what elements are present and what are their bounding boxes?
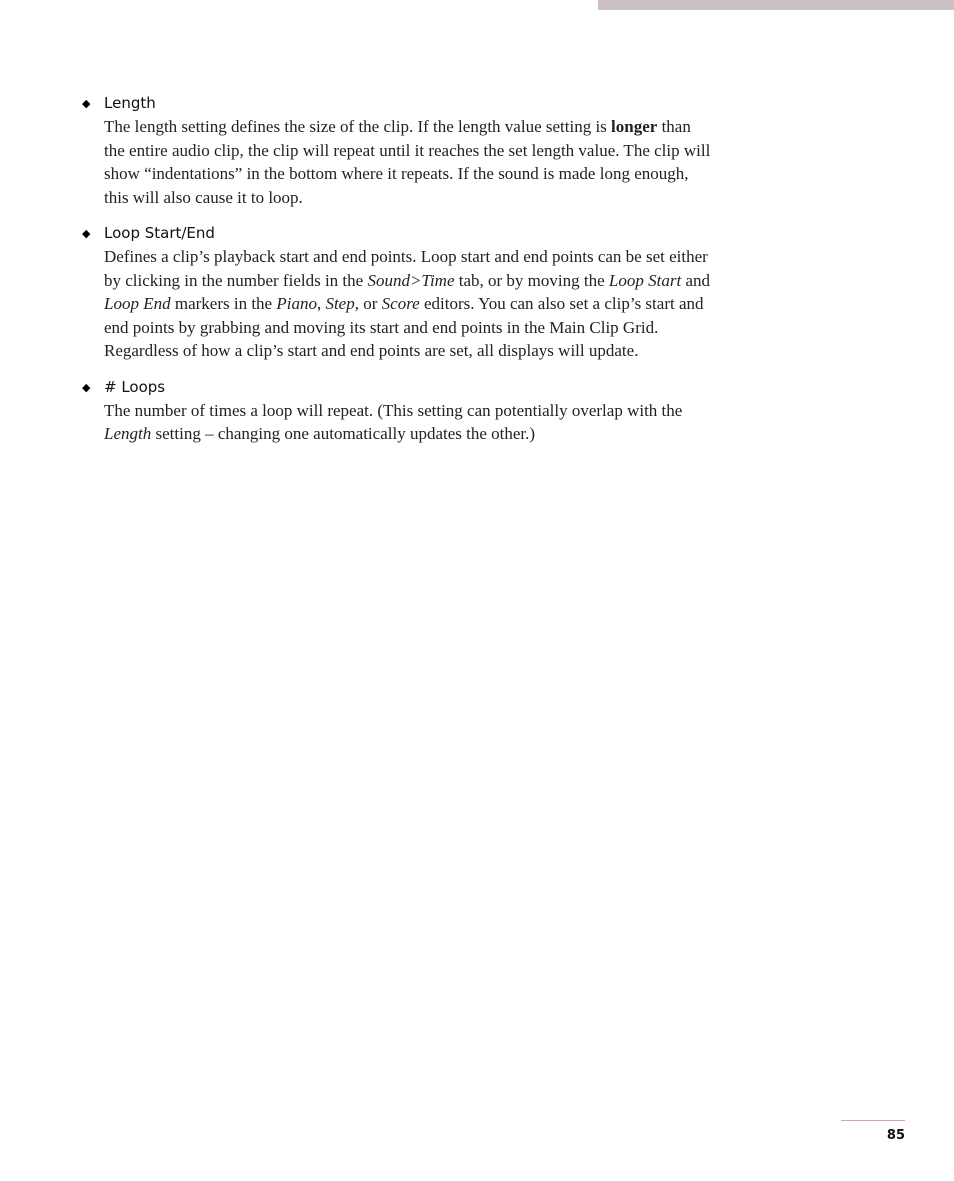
item-title: Length (104, 94, 156, 112)
item-description (104, 115, 714, 209)
list-item (82, 92, 722, 209)
text-run: , (316, 294, 326, 313)
header-accent-bar (598, 0, 954, 10)
footer-rule (841, 1120, 905, 1121)
list-item (82, 222, 722, 363)
emphasis-italic: Loop Start (608, 270, 682, 290)
emphasis-bold: longer (611, 117, 658, 136)
diamond-bullet-icon: ◆ (82, 227, 91, 240)
text-run: The length setting defines the size of the clip. If the length value setting is (104, 117, 612, 136)
emphasis-italic: Score (381, 294, 420, 313)
item-heading (82, 222, 722, 245)
text-run: Defines a clip’s playback start and end points. Loop start and end points can be set either by clicking in the number fields in the (104, 247, 708, 290)
text-run: tab, or by moving the (454, 270, 609, 290)
item-description (104, 245, 714, 363)
emphasis-italic: Sound>Time (367, 270, 455, 290)
emphasis-italic: Length (104, 424, 152, 443)
text-run: setting – changing one automatically updates the other.) (151, 424, 536, 443)
item-title: Loop Start/End (104, 224, 215, 242)
text-run: and (681, 270, 710, 290)
text-run: editors. You can also set a clip’s start and end points by grabbing and moving its start and end points in the Main Clip Grid. Regardless of how a clip’s start and end points are set, all displays will update. (104, 294, 704, 360)
text-run: than the entire audio clip, the clip will repeat until it reaches the set length value. The clip will show “indentations” in the bottom where it repeats. If the sound is made long enough, this will also cause it to loop. (104, 117, 711, 207)
emphasis-italic: Piano (276, 294, 317, 313)
emphasis-italic: Step (325, 294, 355, 313)
text-run: , or (354, 294, 382, 313)
emphasis-italic: Loop End (104, 294, 171, 313)
list-item (82, 376, 722, 446)
text-run: The number of times a loop will repeat. (This setting can potentially overlap with the (104, 400, 683, 420)
item-heading (82, 92, 722, 115)
item-title: # Loops (104, 377, 166, 396)
diamond-bullet-icon: ◆ (82, 380, 91, 394)
page-number: 85 (886, 1128, 905, 1143)
item-description (104, 399, 714, 446)
text-run: markers in the (170, 294, 277, 313)
diamond-bullet-icon: ◆ (82, 97, 91, 110)
item-heading (82, 376, 722, 399)
document-content (82, 92, 722, 459)
